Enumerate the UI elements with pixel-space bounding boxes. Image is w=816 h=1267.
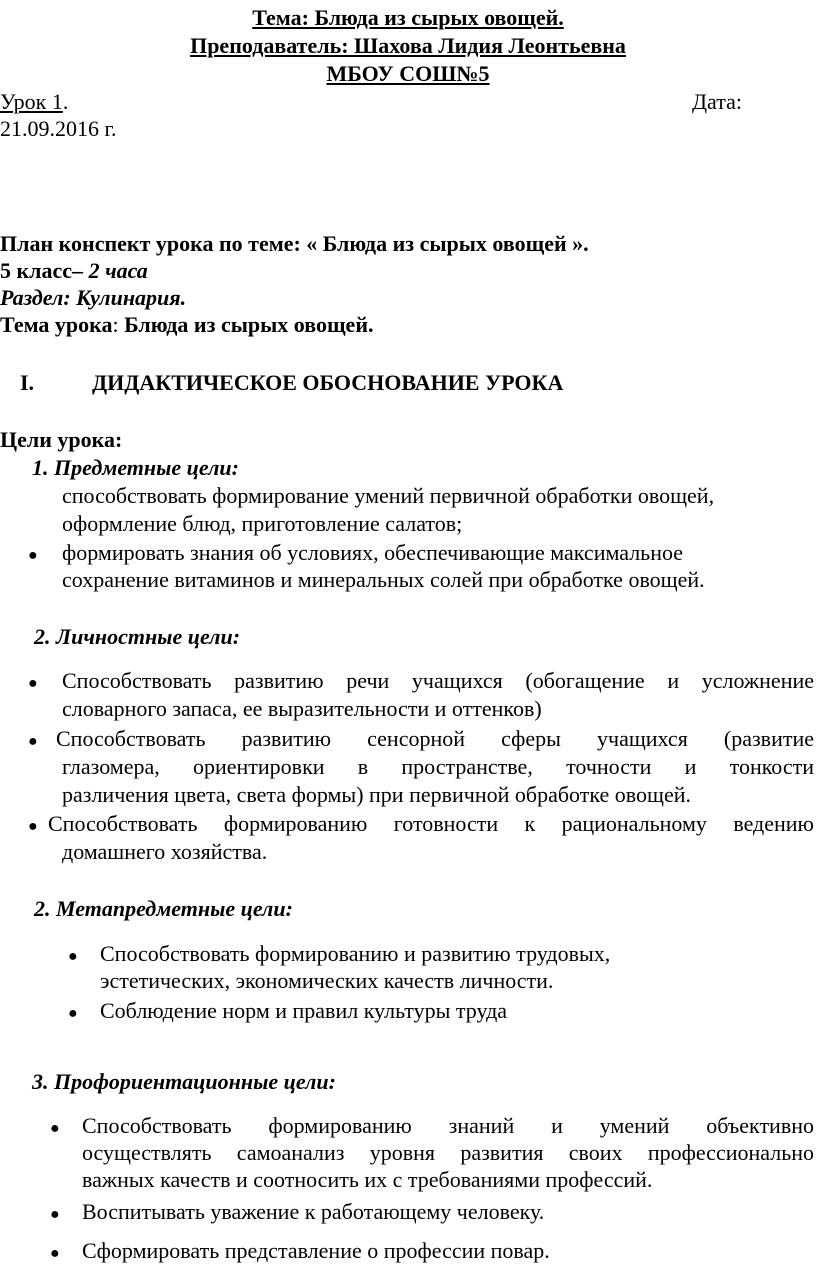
meta-goal-line: эстетических, экономических качеств личности.	[100, 968, 554, 993]
meta-goals-heading: 2. Метапредметные цели:	[34, 896, 293, 921]
personal-goal-line: различения цвета, света формы) при первичной обработке овощей.	[62, 782, 691, 807]
bullet-icon: ●	[50, 1206, 60, 1223]
personal-goals-heading: 2. Личностные цели:	[34, 624, 241, 649]
career-goal-line: Воспитывать уважение к работающему человеку.	[82, 1199, 545, 1224]
subject-goal-line: способствовать формирование умений первичной обработки овощей,	[62, 483, 715, 508]
bullet-icon: ●	[28, 733, 38, 750]
bullet-icon: ●	[28, 675, 38, 692]
personal-goal-line: домашнего хозяйства.	[62, 839, 268, 864]
grade-line: 5 класс– 2 часа	[0, 258, 148, 283]
plan-title: План конспект урока по теме: « Блюда из сырых овощей ».	[0, 231, 589, 256]
section-line: Раздел: Кулинария.	[0, 285, 187, 310]
teacher-line: Преподаватель: Шахова Лидия Леонтьевна	[190, 33, 626, 58]
subject-goals-heading: 1. Предметные цели:	[32, 455, 239, 480]
goals-heading: Цели урока:	[0, 427, 123, 452]
school-name: МБОУ СОШ№5	[326, 61, 490, 86]
bullet-icon: ●	[28, 547, 38, 564]
subject-goal-line: оформление блюд, приготовление салатов;	[62, 511, 463, 536]
section-title: ДИДАКТИЧЕСКОЕ ОБОСНОВАНИЕ УРОКА	[92, 370, 564, 395]
career-goal-line: Способствовать формированию знаний и умений объективно	[82, 1113, 814, 1138]
career-goals-heading: 3. Профориентационные цели:	[32, 1069, 336, 1094]
meta-goal-line: Способствовать формированию и развитию трудовых,	[100, 941, 611, 966]
career-goal-line: Сформировать представление о профессии повар.	[82, 1238, 550, 1263]
subject-goal-line: формировать знания об условиях, обеспечивающие максимальное	[62, 540, 684, 565]
date-label: Дата:	[692, 89, 742, 114]
meta-goal-line: Соблюдение норм и правил культуры труда	[100, 998, 508, 1023]
lesson-number: Урок 1.	[0, 89, 69, 114]
personal-goal-line: Способствовать формированию готовности к рациональному ведению	[48, 811, 814, 836]
section-number: I.	[20, 370, 35, 395]
personal-goal-line: словарного запаса, ее выразительности и оттенков)	[62, 696, 542, 721]
personal-goal-line: глазомера, ориентировки в пространстве, точности и тонкости	[62, 754, 814, 779]
theme-title: Тема: Блюда из сырых овощей.	[252, 5, 564, 30]
subject-goal-line: сохранение витаминов и минеральных солей при обработке овощей.	[62, 567, 705, 592]
date-value: 21.09.2016 г.	[0, 116, 117, 141]
bullet-icon: ●	[68, 1005, 78, 1022]
career-goal-line: осуществлять самоанализ уровня развития своих профессионально	[82, 1140, 814, 1165]
bullet-icon: ●	[68, 948, 78, 965]
bullet-icon: ●	[50, 1120, 60, 1137]
personal-goal-line: Способствовать развитию речи учащихся (обогащение и усложнение	[62, 668, 814, 693]
personal-goal-line: Способствовать развитию сенсорной сферы учащихся (развитие	[56, 726, 814, 751]
career-goal-line: важных качеств и соотносить их с требованиями профессий.	[82, 1167, 653, 1192]
topic-line: Тема урока: Блюда из сырых овощей.	[0, 312, 374, 337]
bullet-icon: ●	[28, 818, 38, 835]
bullet-icon: ●	[50, 1245, 60, 1262]
